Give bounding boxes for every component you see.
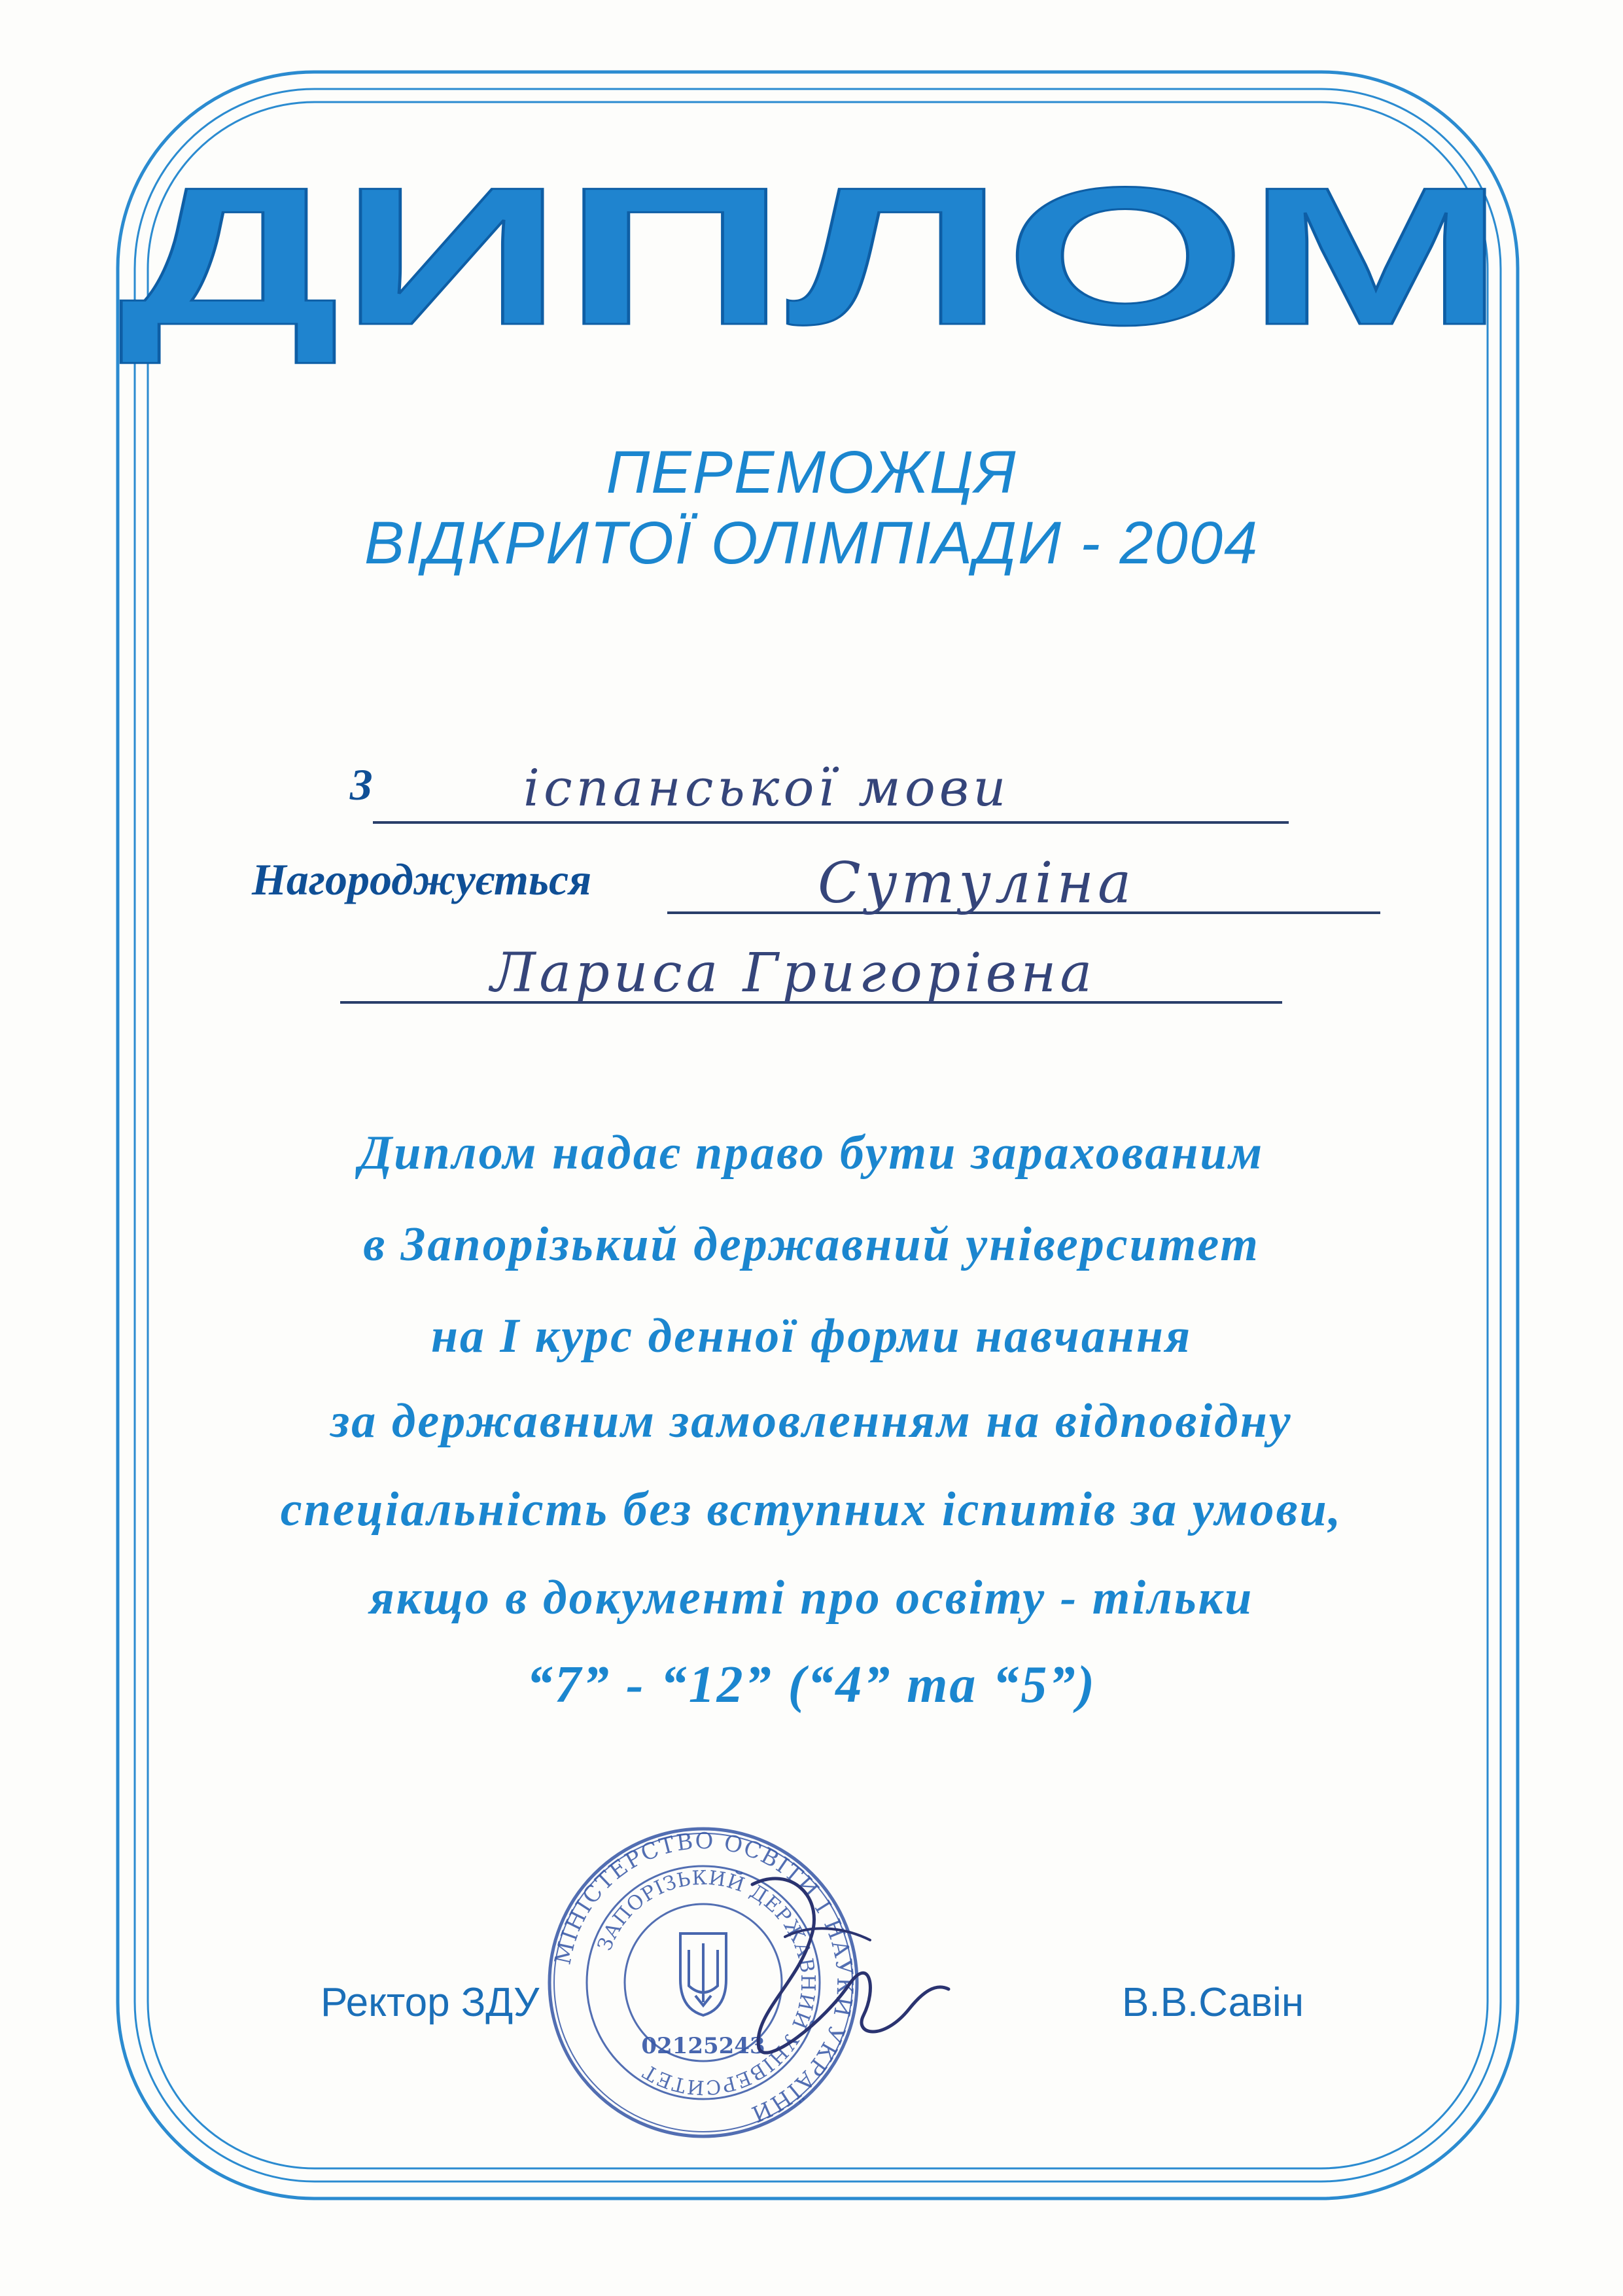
award-label: Нагороджується (252, 855, 592, 904)
rector-label: Ректор ЗДУ (321, 1980, 540, 2025)
body-line-2: в Запорізький державний університет (363, 1218, 1260, 1271)
body-line-3: на I курс денної форми навчання (430, 1309, 1193, 1363)
stamp-code: 02125243 (641, 2033, 765, 2059)
body-line-7: “7” - “12” (“4” та “5”) (526, 1656, 1097, 1714)
body-line-4: за державним замовленням на відповідну (330, 1394, 1293, 1448)
rector-name: В.В.Савін (1122, 1980, 1304, 2025)
stamp-inner-text: ЗАПОРІЗЬКИЙ ДЕРЖАВНИЙ УНІВЕРСИТЕТ (593, 1866, 820, 2099)
subject-value: іспанської мови (523, 759, 1010, 818)
subject-line (373, 821, 1289, 824)
heading-text: ДИПЛОМ (118, 150, 1505, 366)
name-value: Лариса Григорівна (491, 942, 1096, 1004)
rector-signature (713, 1858, 962, 2074)
body-line-1: Диплом надає право бути зарахованим (358, 1126, 1265, 1180)
diploma-heading (0, 150, 1623, 366)
body-line-5: спеціальність без вступних іспитів за умови, (280, 1483, 1343, 1536)
subtitle-line-1: ПЕРЕМОЖЦЯ (606, 439, 1017, 506)
surname-value: Сутуліна (818, 851, 1136, 916)
subject-label: З (350, 760, 373, 809)
body-line-6: якщо в документі про освіту - тільки (369, 1571, 1254, 1625)
subtitle-line-2: ВІДКРИТОЇ ОЛІМПІАДИ - 2004 (364, 510, 1259, 576)
stamp-outer-text: МІНІСТЕРСТВО ОСВІТИ І НАУКИ УКРАЇНИ (550, 1828, 858, 2128)
